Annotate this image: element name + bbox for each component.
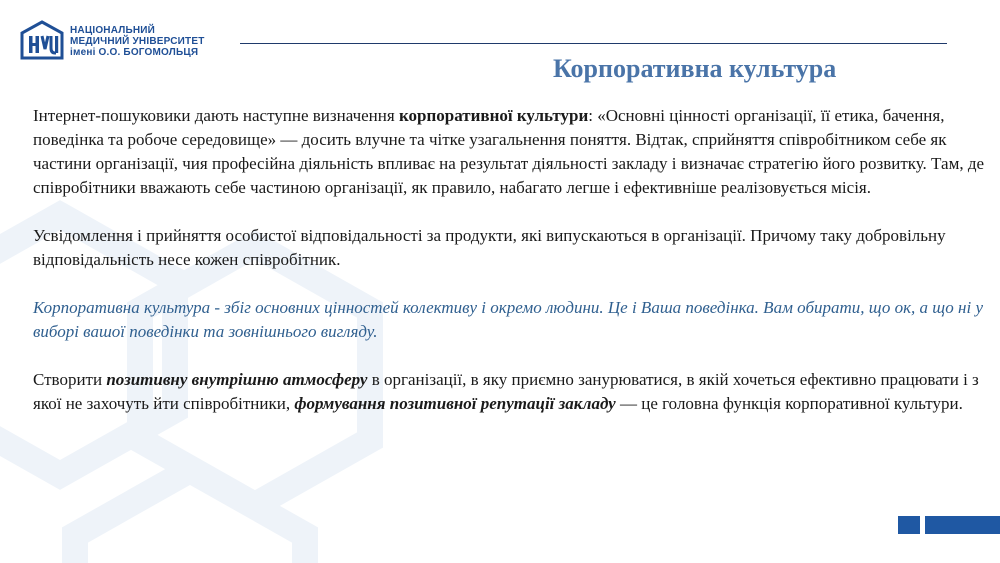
university-logo — [20, 20, 205, 62]
slide-title: Корпоративна культура — [553, 54, 837, 83]
definition-text-rest: : «Основні цінності організації, її етика, бачення, поведінка та робоче середовище» — досить влучне та чітке узагальнення поняття. Відтак, сприйняття співробітником себе як частини організації, чия професійна діяльність впливає на результат діяльності закладу і визначає стратегію його розвитку. Там, де співробітники вважають себе частиною організації, як правило, набагато легше і ефективніше реалізовується місія. — [33, 106, 985, 197]
definition-paragraph — [33, 104, 993, 200]
definition-text-start: Інтернет-пошуковики дають наступне визначення — [33, 106, 399, 125]
responsibility-paragraph: Усвідомлення і прийняття особистої відповідальності за продукти, які випускаються в організації. Причому таку добровільну відповідальність несе кожен співробітник. — [33, 226, 946, 269]
university-emblem-icon — [20, 20, 64, 62]
positive-reputation-emphasis: формування позитивної репутації закладу — [294, 394, 616, 413]
university-name-line1: НАЦІОНАЛЬНИЙ — [70, 24, 156, 36]
university-name-line2: МЕДИЧНИЙ УНІВЕРСИТЕТ — [70, 35, 205, 47]
function-paragraph — [33, 368, 993, 416]
university-name-line3: імені О.О. БОГОМОЛЬЦЯ — [70, 46, 199, 58]
function-text-middle: в організації, в яку приємно занурюватися, в якій хочеться ефективно працювати і з якої не захочуть йти співробітники, — [33, 370, 979, 413]
definition-quote: Корпоративна культура - збіг основних цінностей колективу і окремо людини. Це і Ваша поведінка. Вам обирати, що ок, а що ні у виборі вашої поведінки та зовнішнього вигляду. — [33, 298, 984, 341]
corner-accent-bar — [925, 516, 1000, 534]
positive-atmosphere-emphasis: позитивну внутрішню атмосферу — [106, 370, 368, 389]
corner-accent-square — [898, 516, 920, 534]
function-text-start: Створити — [33, 370, 107, 389]
function-text-end: — це головна функція корпоративної культури. — [615, 394, 963, 413]
university-name — [70, 25, 205, 58]
definition-term: корпоративної культури — [398, 106, 589, 125]
header-divider — [240, 43, 947, 44]
slide-body — [33, 104, 993, 440]
